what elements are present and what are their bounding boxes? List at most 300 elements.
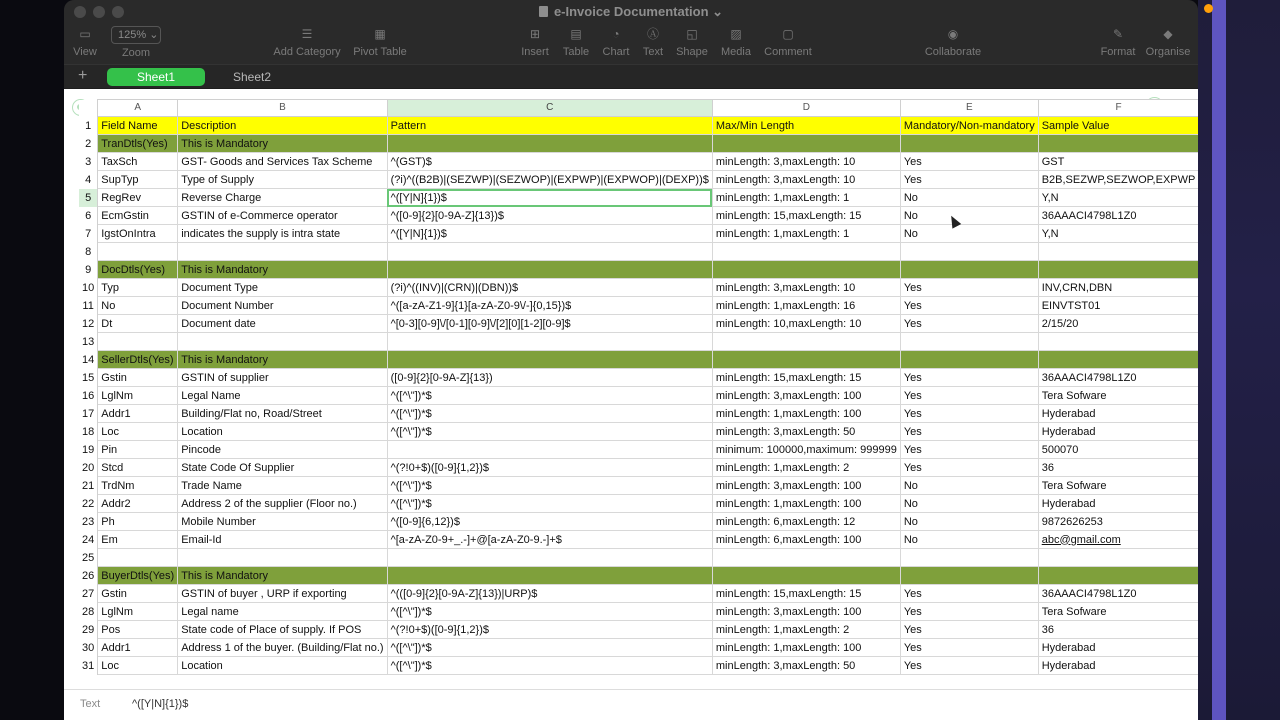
cell-d30[interactable]: minLength: 1,maxLength: 100: [712, 639, 900, 657]
cell-c23[interactable]: ^([0-9]{6,12})$: [387, 513, 712, 531]
cell-f31[interactable]: Hyderabad: [1038, 657, 1198, 675]
row-number[interactable]: 10: [79, 279, 98, 297]
cell-f5[interactable]: Y,N: [1038, 189, 1198, 207]
cell-d5[interactable]: minLength: 1,maxLength: 1: [712, 189, 900, 207]
table-row: [79, 405, 1198, 423]
cell-a22[interactable]: Addr2: [98, 495, 178, 513]
cell-e31[interactable]: Yes: [900, 657, 1038, 675]
cell-d31[interactable]: minLength: 3,maxLength: 50: [712, 657, 900, 675]
cell-f28[interactable]: Tera Sofware: [1038, 603, 1198, 621]
cell-c21[interactable]: ^([^\"])*$: [387, 477, 712, 495]
toolbar: [64, 0, 1198, 64]
cell-c9[interactable]: [387, 261, 712, 279]
cell-b30[interactable]: Address 1 of the buyer. (Building/Flat no.): [178, 639, 387, 657]
cell-a30[interactable]: Addr1: [98, 639, 178, 657]
cell-f8[interactable]: [1038, 243, 1198, 261]
table-row: [79, 153, 1198, 171]
table-row: [79, 567, 1198, 585]
cell-b11[interactable]: Document Number: [178, 297, 387, 315]
formula-type-label: Text: [80, 698, 101, 710]
cell-d28[interactable]: minLength: 3,maxLength: 100: [712, 603, 900, 621]
cell-a18[interactable]: Loc: [98, 423, 178, 441]
cell-b18[interactable]: Location: [178, 423, 387, 441]
collaborate-icon: ◉: [947, 27, 959, 41]
row-number[interactable]: 25: [79, 549, 98, 567]
cell-d13[interactable]: [712, 333, 900, 351]
sheet-canvas: [64, 89, 1198, 689]
row-number[interactable]: 28: [79, 603, 98, 621]
shape-icon: ◱: [686, 27, 698, 41]
cell-e7[interactable]: No: [900, 225, 1038, 243]
row-number[interactable]: 21: [79, 477, 98, 495]
comment-icon: ▢: [782, 27, 794, 41]
cell-d7[interactable]: minLength: 1,maxLength: 1: [712, 225, 900, 243]
cell-b14[interactable]: This is Mandatory: [178, 351, 387, 369]
column-header-b[interactable]: B: [178, 100, 387, 117]
row-number[interactable]: 13: [79, 333, 98, 351]
cell-c6[interactable]: ^([0-9]{2}[0-9A-Z]{13})$: [387, 207, 712, 225]
cell-b15[interactable]: GSTIN of supplier: [178, 369, 387, 387]
cell-d25[interactable]: [712, 549, 900, 567]
cell-f3[interactable]: GST: [1038, 153, 1198, 171]
cell-b24[interactable]: Email-Id: [178, 531, 387, 549]
cell-e1[interactable]: Mandatory/Non-mandatory: [900, 117, 1038, 135]
cell-c22[interactable]: ^([^\"])*$: [387, 495, 712, 513]
cell-f1[interactable]: Sample Value: [1038, 117, 1198, 135]
cell-e13[interactable]: [900, 333, 1038, 351]
chart-button[interactable]: ◔ Chart: [598, 26, 634, 58]
cell-b21[interactable]: Trade Name: [178, 477, 387, 495]
cell-a25[interactable]: [98, 549, 178, 567]
row-number[interactable]: 19: [79, 441, 98, 459]
view-button[interactable]: ▭ View: [73, 27, 97, 58]
cell-f17[interactable]: Hyderabad: [1038, 405, 1198, 423]
row-number[interactable]: 27: [79, 585, 98, 603]
cell-e5[interactable]: No: [900, 189, 1038, 207]
cell-e19[interactable]: Yes: [900, 441, 1038, 459]
table-row: [79, 369, 1198, 387]
cell-c16[interactable]: ^([^\"])*$: [387, 387, 712, 405]
tab-sheet2[interactable]: Sheet2: [232, 70, 272, 84]
cell-e8[interactable]: [900, 243, 1038, 261]
cell-a2[interactable]: TranDtls(Yes): [98, 135, 178, 153]
column-header-row: [79, 100, 1198, 117]
cell-d23[interactable]: minLength: 6,maxLength: 12: [712, 513, 900, 531]
table-row: [79, 333, 1198, 351]
cell-b3[interactable]: GST- Goods and Services Tax Scheme: [178, 153, 387, 171]
cell-c3[interactable]: ^(GST)$: [387, 153, 712, 171]
row-number[interactable]: 18: [79, 423, 98, 441]
cell-a21[interactable]: TrdNm: [98, 477, 178, 495]
table-row: [79, 585, 1198, 603]
cell-f4[interactable]: B2B,SEZWP,SEZWOP,EXPWP: [1038, 171, 1198, 189]
cell-d4[interactable]: minLength: 3,maxLength: 10: [712, 171, 900, 189]
media-button[interactable]: ▨ Media: [716, 26, 756, 58]
cell-a13[interactable]: [98, 333, 178, 351]
sidebar-icon: ▭: [79, 27, 91, 41]
column-header-d[interactable]: D: [712, 100, 900, 117]
table-row: [79, 261, 1198, 279]
cell-a14[interactable]: SellerDtls(Yes): [98, 351, 178, 369]
cell-e3[interactable]: Yes: [900, 153, 1038, 171]
cell-c12[interactable]: ^[0-3][0-9]\/[0-1][0-9]\/[2][0][1-2][0-9]$: [387, 315, 712, 333]
cell-b19[interactable]: Pincode: [178, 441, 387, 459]
cell-b4[interactable]: Type of Supply: [178, 171, 387, 189]
table-row: [79, 549, 1198, 567]
cell-a27[interactable]: Gstin: [98, 585, 178, 603]
cell-c27[interactable]: ^(([0-9]{2}[0-9A-Z]{13})|URP)$: [387, 585, 712, 603]
numbers-window: [64, 0, 1198, 720]
cell-f27[interactable]: 36AAACI4798L1Z0: [1038, 585, 1198, 603]
cell-e20[interactable]: Yes: [900, 459, 1038, 477]
cell-e24[interactable]: No: [900, 531, 1038, 549]
row-number[interactable]: 11: [79, 297, 98, 315]
cell-b7[interactable]: indicates the supply is intra state: [178, 225, 387, 243]
column-header-f[interactable]: F: [1038, 100, 1198, 117]
cell-f25[interactable]: [1038, 549, 1198, 567]
cell-e22[interactable]: No: [900, 495, 1038, 513]
cell-c4[interactable]: (?i)^((B2B)|(SEZWP)|(SEZWOP)|(EXPWP)|(EXPWOP)|(DEXP))$: [387, 171, 712, 189]
cell-a5[interactable]: RegRev: [98, 189, 178, 207]
table-row: [79, 477, 1198, 495]
cell-e29[interactable]: Yes: [900, 621, 1038, 639]
cell-a4[interactable]: SupTyp: [98, 171, 178, 189]
cell-c11[interactable]: ^([a-zA-Z1-9]{1}[a-zA-Z0-9\/-]{0,15})$: [387, 297, 712, 315]
cell-f23[interactable]: 9872626253: [1038, 513, 1198, 531]
cell-a28[interactable]: LglNm: [98, 603, 178, 621]
table-icon: ▤: [570, 27, 582, 41]
cell-a26[interactable]: BuyerDtls(Yes): [98, 567, 178, 585]
cell-c24[interactable]: ^[a-zA-Z0-9+_.-]+@[a-zA-Z0-9.-]+$: [387, 531, 712, 549]
notification-dot: [1204, 4, 1213, 13]
table-row: [79, 621, 1198, 639]
row-number[interactable]: 20: [79, 459, 98, 477]
row-number[interactable]: 16: [79, 387, 98, 405]
cell-c26[interactable]: [387, 567, 712, 585]
row-number[interactable]: 1: [79, 117, 98, 135]
document-icon: [539, 6, 548, 17]
table-body: [79, 117, 1198, 675]
cell-d27[interactable]: minLength: 15,maxLength: 15: [712, 585, 900, 603]
cell-e30[interactable]: Yes: [900, 639, 1038, 657]
cell-b23[interactable]: Mobile Number: [178, 513, 387, 531]
cell-d3[interactable]: minLength: 3,maxLength: 10: [712, 153, 900, 171]
cell-a16[interactable]: LglNm: [98, 387, 178, 405]
pivot-table-button[interactable]: ▦ Pivot Table: [351, 26, 409, 58]
format-brush-icon: ✎: [1112, 27, 1124, 41]
cell-d16[interactable]: minLength: 3,maxLength: 100: [712, 387, 900, 405]
row-number[interactable]: 31: [79, 657, 98, 675]
formula-bar: [64, 689, 1198, 720]
table-row: [79, 531, 1198, 549]
cell-e10[interactable]: Yes: [900, 279, 1038, 297]
zoom-select[interactable]: 125% ⌄: [111, 26, 161, 44]
row-number[interactable]: 12: [79, 315, 98, 333]
organise-button[interactable]: ◆ Organise: [1145, 27, 1191, 58]
cell-b29[interactable]: State code of Place of supply. If POS: [178, 621, 387, 639]
cell-b25[interactable]: [178, 549, 387, 567]
sheet-tabs-bar: [64, 64, 1198, 88]
cell-e4[interactable]: Yes: [900, 171, 1038, 189]
cell-d21[interactable]: minLength: 3,maxLength: 100: [712, 477, 900, 495]
cell-f26[interactable]: [1038, 567, 1198, 585]
cell-e2[interactable]: [900, 135, 1038, 153]
cell-b31[interactable]: Location: [178, 657, 387, 675]
column-header-e[interactable]: E: [900, 100, 1038, 117]
cell-a19[interactable]: Pin: [98, 441, 178, 459]
cell-f15[interactable]: 36AAACI4798L1Z0: [1038, 369, 1198, 387]
table-row: [79, 315, 1198, 333]
cell-b5[interactable]: Reverse Charge: [178, 189, 387, 207]
cell-d14[interactable]: [712, 351, 900, 369]
cell-d12[interactable]: minLength: 10,maxLength: 10: [712, 315, 900, 333]
cell-c10[interactable]: (?i)^((INV)|(CRN)|(DBN))$: [387, 279, 712, 297]
cell-b20[interactable]: State Code Of Supplier: [178, 459, 387, 477]
cell-c18[interactable]: ^([^\"])*$: [387, 423, 712, 441]
cell-f10[interactable]: INV,CRN,DBN: [1038, 279, 1198, 297]
cell-f12[interactable]: 2/15/20: [1038, 315, 1198, 333]
cell-c19[interactable]: [387, 441, 712, 459]
cell-b10[interactable]: Document Type: [178, 279, 387, 297]
cell-d1[interactable]: Max/Min Length: [712, 117, 900, 135]
cell-b17[interactable]: Building/Flat no, Road/Street: [178, 405, 387, 423]
cell-d20[interactable]: minLength: 1,maxLength: 2: [712, 459, 900, 477]
cell-c8[interactable]: [387, 243, 712, 261]
formula-input[interactable]: ^([Y|N]{1})$: [132, 698, 189, 710]
cell-b6[interactable]: GSTIN of e-Commerce operator: [178, 207, 387, 225]
table-row: [79, 297, 1198, 315]
desktop-window-edge: [1212, 0, 1226, 720]
cell-a12[interactable]: Dt: [98, 315, 178, 333]
cell-f6[interactable]: 36AAACI4798L1Z0: [1038, 207, 1198, 225]
cell-b22[interactable]: Address 2 of the supplier (Floor no.): [178, 495, 387, 513]
cell-b2[interactable]: This is Mandatory: [178, 135, 387, 153]
cell-a3[interactable]: TaxSch: [98, 153, 178, 171]
cell-f19[interactable]: 500070: [1038, 441, 1198, 459]
cell-f16[interactable]: Tera Sofware: [1038, 387, 1198, 405]
row-number[interactable]: 23: [79, 513, 98, 531]
cell-e26[interactable]: [900, 567, 1038, 585]
cell-c29[interactable]: ^(?!0+$)([0-9]{1,2})$: [387, 621, 712, 639]
cell-d9[interactable]: [712, 261, 900, 279]
format-button[interactable]: ✎ Format: [1098, 26, 1138, 58]
cell-a9[interactable]: DocDtls(Yes): [98, 261, 178, 279]
cell-f13[interactable]: [1038, 333, 1198, 351]
cell-d26[interactable]: [712, 567, 900, 585]
cell-c20[interactable]: ^(?!0+$)([0-9]{1,2})$: [387, 459, 712, 477]
row-number[interactable]: 5: [79, 189, 98, 207]
cell-d19[interactable]: minimum: 100000,maximum: 999999: [712, 441, 900, 459]
text-icon: Ⓐ: [646, 27, 659, 41]
row-number[interactable]: 26: [79, 567, 98, 585]
table-row: [79, 351, 1198, 369]
row-number[interactable]: 22: [79, 495, 98, 513]
cell-f29[interactable]: 36: [1038, 621, 1198, 639]
cell-e18[interactable]: Yes: [900, 423, 1038, 441]
add-sheet-button[interactable]: +: [78, 67, 88, 84]
cell-e25[interactable]: [900, 549, 1038, 567]
cell-c17[interactable]: ^([^\"])*$: [387, 405, 712, 423]
cell-f7[interactable]: Y,N: [1038, 225, 1198, 243]
cell-b13[interactable]: [178, 333, 387, 351]
cell-a8[interactable]: [98, 243, 178, 261]
cell-a23[interactable]: Ph: [98, 513, 178, 531]
cell-e6[interactable]: No: [900, 207, 1038, 225]
table-row: [79, 207, 1198, 225]
cell-a15[interactable]: Gstin: [98, 369, 178, 387]
cell-b8[interactable]: [178, 243, 387, 261]
cell-d22[interactable]: minLength: 1,maxLength: 100: [712, 495, 900, 513]
cell-e9[interactable]: [900, 261, 1038, 279]
cell-d29[interactable]: minLength: 1,maxLength: 2: [712, 621, 900, 639]
row-number[interactable]: 6: [79, 207, 98, 225]
collaborate-button[interactable]: ◉ Collaborate: [922, 26, 984, 58]
cell-d17[interactable]: minLength: 1,maxLength: 100: [712, 405, 900, 423]
table-row: [79, 495, 1198, 513]
cell-c31[interactable]: ^([^\"])*$: [387, 657, 712, 675]
cell-a1[interactable]: Field Name: [98, 117, 178, 135]
cell-d10[interactable]: minLength: 3,maxLength: 10: [712, 279, 900, 297]
cell-b26[interactable]: This is Mandatory: [178, 567, 387, 585]
cell-b28[interactable]: Legal name: [178, 603, 387, 621]
row-number[interactable]: 14: [79, 351, 98, 369]
insert-button[interactable]: ⊞ Insert: [516, 26, 554, 58]
comment-button[interactable]: ▢ Comment: [762, 26, 814, 58]
cell-e27[interactable]: Yes: [900, 585, 1038, 603]
pivot-table-icon: ▦: [374, 27, 386, 41]
cell-e12[interactable]: Yes: [900, 315, 1038, 333]
cell-a29[interactable]: Pos: [98, 621, 178, 639]
cell-a20[interactable]: Stcd: [98, 459, 178, 477]
desktop-wallpaper: [1198, 0, 1280, 720]
cell-f30[interactable]: Hyderabad: [1038, 639, 1198, 657]
table-row: [79, 279, 1198, 297]
row-number[interactable]: 4: [79, 171, 98, 189]
row-number[interactable]: 24: [79, 531, 98, 549]
cell-d15[interactable]: minLength: 15,maxLength: 15: [712, 369, 900, 387]
cell-f20[interactable]: 36: [1038, 459, 1198, 477]
table-row: [79, 135, 1198, 153]
cell-f24[interactable]: abc@gmail.com: [1038, 531, 1198, 549]
cell-e14[interactable]: [900, 351, 1038, 369]
cell-e15[interactable]: Yes: [900, 369, 1038, 387]
table-row: [79, 513, 1198, 531]
cell-e17[interactable]: Yes: [900, 405, 1038, 423]
table-row: [79, 387, 1198, 405]
cell-d11[interactable]: minLength: 1,maxLength: 16: [712, 297, 900, 315]
cell-b27[interactable]: GSTIN of buyer , URP if exporting: [178, 585, 387, 603]
cell-d6[interactable]: minLength: 15,maxLength: 15: [712, 207, 900, 225]
table-row: [79, 243, 1198, 261]
cell-e23[interactable]: No: [900, 513, 1038, 531]
spreadsheet-table: [79, 99, 1198, 675]
row-number[interactable]: 3: [79, 153, 98, 171]
document-title[interactable]: e-Invoice Documentation ⌄: [64, 4, 1198, 20]
header-corner: [79, 100, 98, 117]
cell-f22[interactable]: Hyderabad: [1038, 495, 1198, 513]
table-row: [79, 603, 1198, 621]
table-row: [79, 225, 1198, 243]
shape-button[interactable]: ◱ Shape: [674, 26, 710, 58]
cell-f21[interactable]: Tera Sofware: [1038, 477, 1198, 495]
cell-d18[interactable]: minLength: 3,maxLength: 50: [712, 423, 900, 441]
row-number[interactable]: 17: [79, 405, 98, 423]
table-row: [79, 657, 1198, 675]
row-number[interactable]: 15: [79, 369, 98, 387]
insert-icon: ⊞: [529, 27, 541, 41]
add-category-button[interactable]: ☰ Add Category: [273, 27, 341, 58]
row-number[interactable]: 30: [79, 639, 98, 657]
cell-f11[interactable]: EINVTST01: [1038, 297, 1198, 315]
cell-c2[interactable]: [387, 135, 712, 153]
cell-c30[interactable]: ^([^\"])*$: [387, 639, 712, 657]
media-icon: ▨: [730, 27, 742, 41]
table-row: [79, 171, 1198, 189]
cell-c13[interactable]: [387, 333, 712, 351]
cell-a10[interactable]: Typ: [98, 279, 178, 297]
cell-e28[interactable]: Yes: [900, 603, 1038, 621]
cell-d8[interactable]: [712, 243, 900, 261]
cell-a17[interactable]: Addr1: [98, 405, 178, 423]
cell-f18[interactable]: Hyderabad: [1038, 423, 1198, 441]
row-number[interactable]: 29: [79, 621, 98, 639]
column-header-a[interactable]: A: [98, 100, 178, 117]
cell-a24[interactable]: Em: [98, 531, 178, 549]
cell-f2[interactable]: [1038, 135, 1198, 153]
table-row: [79, 459, 1198, 477]
row-number[interactable]: 7: [79, 225, 98, 243]
cell-b12[interactable]: Document date: [178, 315, 387, 333]
tab-sheet1[interactable]: Sheet1: [107, 68, 205, 86]
table-button[interactable]: ▤ Table: [558, 26, 594, 58]
cell-d24[interactable]: minLength: 6,maxLength: 100: [712, 531, 900, 549]
organise-icon: ◆: [1163, 27, 1173, 41]
cell-f9[interactable]: [1038, 261, 1198, 279]
cell-c7[interactable]: ^([Y|N]{1})$: [387, 225, 712, 243]
cell-c1[interactable]: Pattern: [387, 117, 712, 135]
cell-c15[interactable]: ([0-9]{2}[0-9A-Z]{13}): [387, 369, 712, 387]
cell-e21[interactable]: No: [900, 477, 1038, 495]
cell-b1[interactable]: Description: [178, 117, 387, 135]
cell-c25[interactable]: [387, 549, 712, 567]
cell-e11[interactable]: Yes: [900, 297, 1038, 315]
list-icon: ☰: [301, 27, 313, 41]
chevron-down-icon: ⌄: [712, 4, 724, 19]
cell-c28[interactable]: ^([^\"])*$: [387, 603, 712, 621]
table-row: [79, 117, 1198, 135]
cell-a6[interactable]: EcmGstin: [98, 207, 178, 225]
cell-b9[interactable]: This is Mandatory: [178, 261, 387, 279]
chart-icon: ◔: [612, 27, 620, 41]
cell-c5[interactable]: ^([Y|N]{1})$: [387, 189, 712, 207]
zoom-control[interactable]: 125% ⌄ Zoom: [108, 26, 164, 59]
cell-b16[interactable]: Legal Name: [178, 387, 387, 405]
cell-a11[interactable]: No: [98, 297, 178, 315]
row-number[interactable]: 2: [79, 135, 98, 153]
cell-c14[interactable]: [387, 351, 712, 369]
table-row: [79, 423, 1198, 441]
table-row: [79, 189, 1198, 207]
cell-a31[interactable]: Loc: [98, 657, 178, 675]
cell-e16[interactable]: Yes: [900, 387, 1038, 405]
cell-d2[interactable]: [712, 135, 900, 153]
text-button[interactable]: Ⓐ Text: [637, 26, 669, 58]
row-number[interactable]: 9: [79, 261, 98, 279]
cell-f14[interactable]: [1038, 351, 1198, 369]
column-header-c[interactable]: C: [387, 100, 712, 117]
row-number[interactable]: 8: [79, 243, 98, 261]
cell-a7[interactable]: IgstOnIntra: [98, 225, 178, 243]
